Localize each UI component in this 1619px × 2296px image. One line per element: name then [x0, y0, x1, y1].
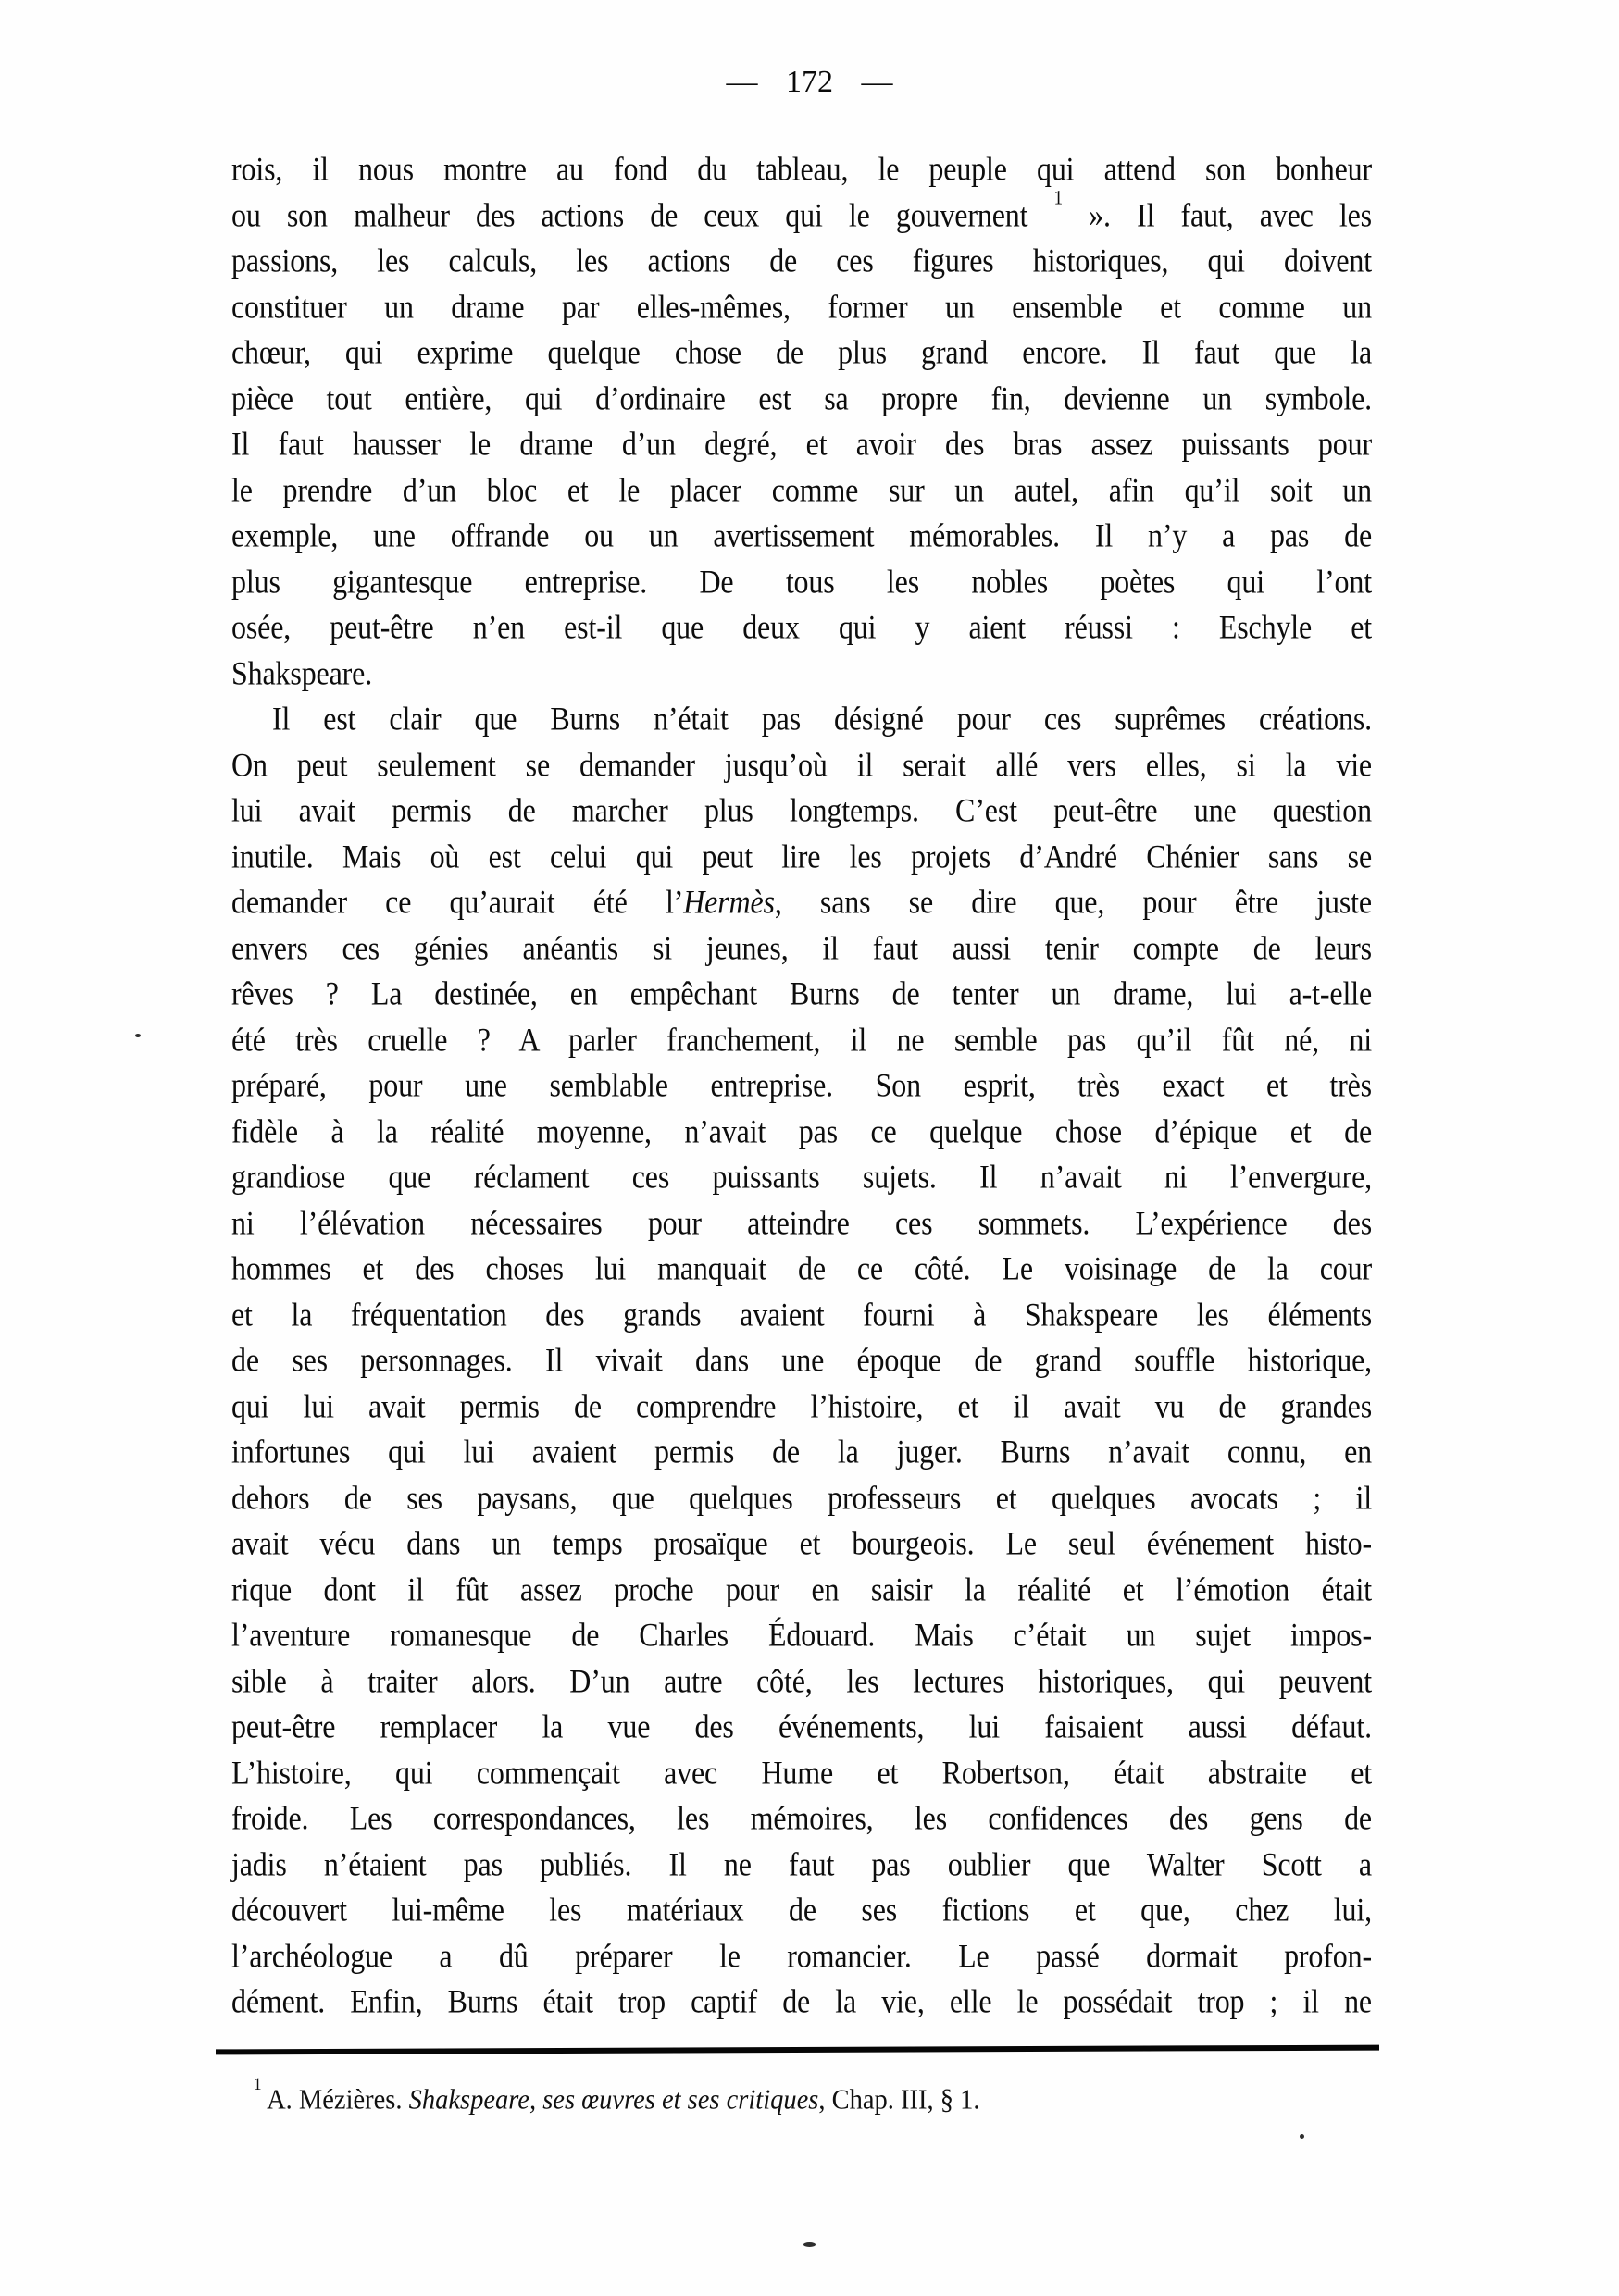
text-line: plus gigantesque entreprise. De tous les nobles poètes qui l’ont — [231, 562, 1372, 600]
text-line: Shakspeare. — [231, 653, 373, 691]
text-line: pièce tout entière, qui d’ordinaire est sa propre fin, devienne un symbole. — [231, 379, 1372, 416]
text-line: froide. Les correspondances, les mémoires, les confidences des gens de — [231, 1798, 1372, 1837]
text-line: inutile. Mais où est celui qui peut lire les projets d’André Chénier sans se — [231, 837, 1372, 875]
text-line: rêves ? La destinée, en empêchant Burns de tenter un drame, lui a-t-elle — [231, 974, 1372, 1012]
text-line: passions, les calculs, les actions de ces figures historiques, qui doivent — [231, 241, 1372, 279]
text-line: peut-être remplacer la vue des événements, lui faisaient aussi défaut. — [231, 1706, 1372, 1745]
text-line: On peut seulement se demander jusqu’où il serait allé vers elles, si la vie — [231, 745, 1372, 783]
text-line: l’archéologue a dû préparer le romancier. Le passé dormait profon- — [231, 1936, 1372, 1974]
text-line: dehors de ses paysans, que quelques professeurs et quelques avocats ; il — [231, 1478, 1372, 1516]
scan-speck — [135, 1034, 141, 1037]
text-line: découvert lui-même les matériaux de ses fictions et que, chez lui, — [231, 1890, 1372, 1929]
text-line: l’aventure romanesque de Charles Édouard. Mais c’était un sujet impos- — [231, 1615, 1372, 1654]
text-line: fidèle à la réalité moyenne, n’avait pas ce quelque chose d’épique et de — [231, 1111, 1372, 1149]
text-line: de ses personnages. Il vivait dans une époque de grand souffle historique, — [231, 1340, 1372, 1379]
text-line: demander ce qu’aurait été l’Hermès, sans se dire que, pour être juste — [231, 882, 1372, 921]
text-line: osée, peut-être n’en est-il que deux qui y aient réussi : Eschyle et — [231, 607, 1372, 646]
text-line: préparé, pour une semblable entreprise. Son esprit, très exact et très — [231, 1065, 1372, 1104]
text-line: L’histoire, qui commençait avec Hume et Robertson, était abstraite et — [231, 1753, 1372, 1791]
text-line: grandiose que réclament ces puissants sujets. Il n’avait ni l’envergure, — [231, 1157, 1372, 1196]
text-line: lui avait permis de marcher plus longtemps. C’est peut-être une question — [231, 790, 1372, 829]
text-line: dément. Enfin, Burns était trop captif de la vie, elle le possédait trop ; il ne — [231, 1981, 1372, 2020]
text-line: envers ces génies anéantis si jeunes, il faut aussi tenir compte de leurs — [231, 928, 1372, 966]
text-line: et la fréquentation des grands avaient fourni à Shakspeare les éléments — [231, 1295, 1372, 1333]
text-line: été très cruelle ? A parler franchement, il ne semble pas qu’il fût né, ni — [231, 1020, 1372, 1058]
text-block — [231, 146, 1372, 2025]
page-number: — 172 — — [726, 65, 893, 99]
text-line: ou son malheur des actions de ceux qui le gouvernent $^1$ ». Il faut, avec les — [231, 186, 1372, 233]
text-line: Il est clair que Burns n’était pas désigné pour ces suprêmes créations. — [272, 699, 1372, 738]
scan-speck — [1300, 2134, 1304, 2139]
text-line: rique dont il fût assez proche pour en saisir la réalité et l’émotion était — [231, 1570, 1372, 1607]
text-line: jadis n’étaient pas publiés. Il ne faut pas oublier que Walter Scott a — [231, 1844, 1372, 1882]
text-line: infortunes qui lui avaient permis de la juger. Burns n’avait connu, en — [231, 1432, 1372, 1471]
text-line: chœur, qui exprime quelque chose de plus grand encore. Il faut que la — [231, 332, 1372, 371]
text-line: sible à traiter alors. D’un autre côté, les lectures historiques, qui peuvent — [231, 1661, 1372, 1699]
text-line: rois, il nous montre au fond du tableau, le peuple qui attend son bonheur — [231, 149, 1372, 188]
footnote — [231, 2074, 1398, 2119]
scan-speck — [803, 2242, 816, 2247]
text-line: avait vécu dans un temps prosaïque et bourgeois. Le seul événement histo- — [231, 1523, 1372, 1562]
footnote-text: $^1$ A. Mézières. Shakspeare, ses œuvres et ses critiques, Chap. III, § 1. — [254, 2074, 980, 2116]
text-line: hommes et des choses lui manquait de ce côté. Le voisinage de la cour — [231, 1248, 1372, 1287]
text-line: exemple, une offrande ou un avertissement mémorables. Il n’y a pas de — [231, 515, 1372, 554]
text-line: ni l’élévation nécessaires pour atteindre ces sommets. L’expérience des — [231, 1203, 1372, 1241]
text-line: qui lui avait permis de comprendre l’histoire, et il avait vu de grandes — [231, 1386, 1372, 1424]
text-line: Il faut hausser le drame d’un degré, et avoir des bras assez puissants pour — [231, 424, 1372, 463]
text-line: le prendre d’un bloc et le placer comme sur un autel, afin qu’il soit un — [231, 470, 1372, 508]
footnote-rule — [216, 2045, 1379, 2055]
text-line: constituer un drame par elles-mêmes, former un ensemble et comme un — [231, 287, 1372, 325]
